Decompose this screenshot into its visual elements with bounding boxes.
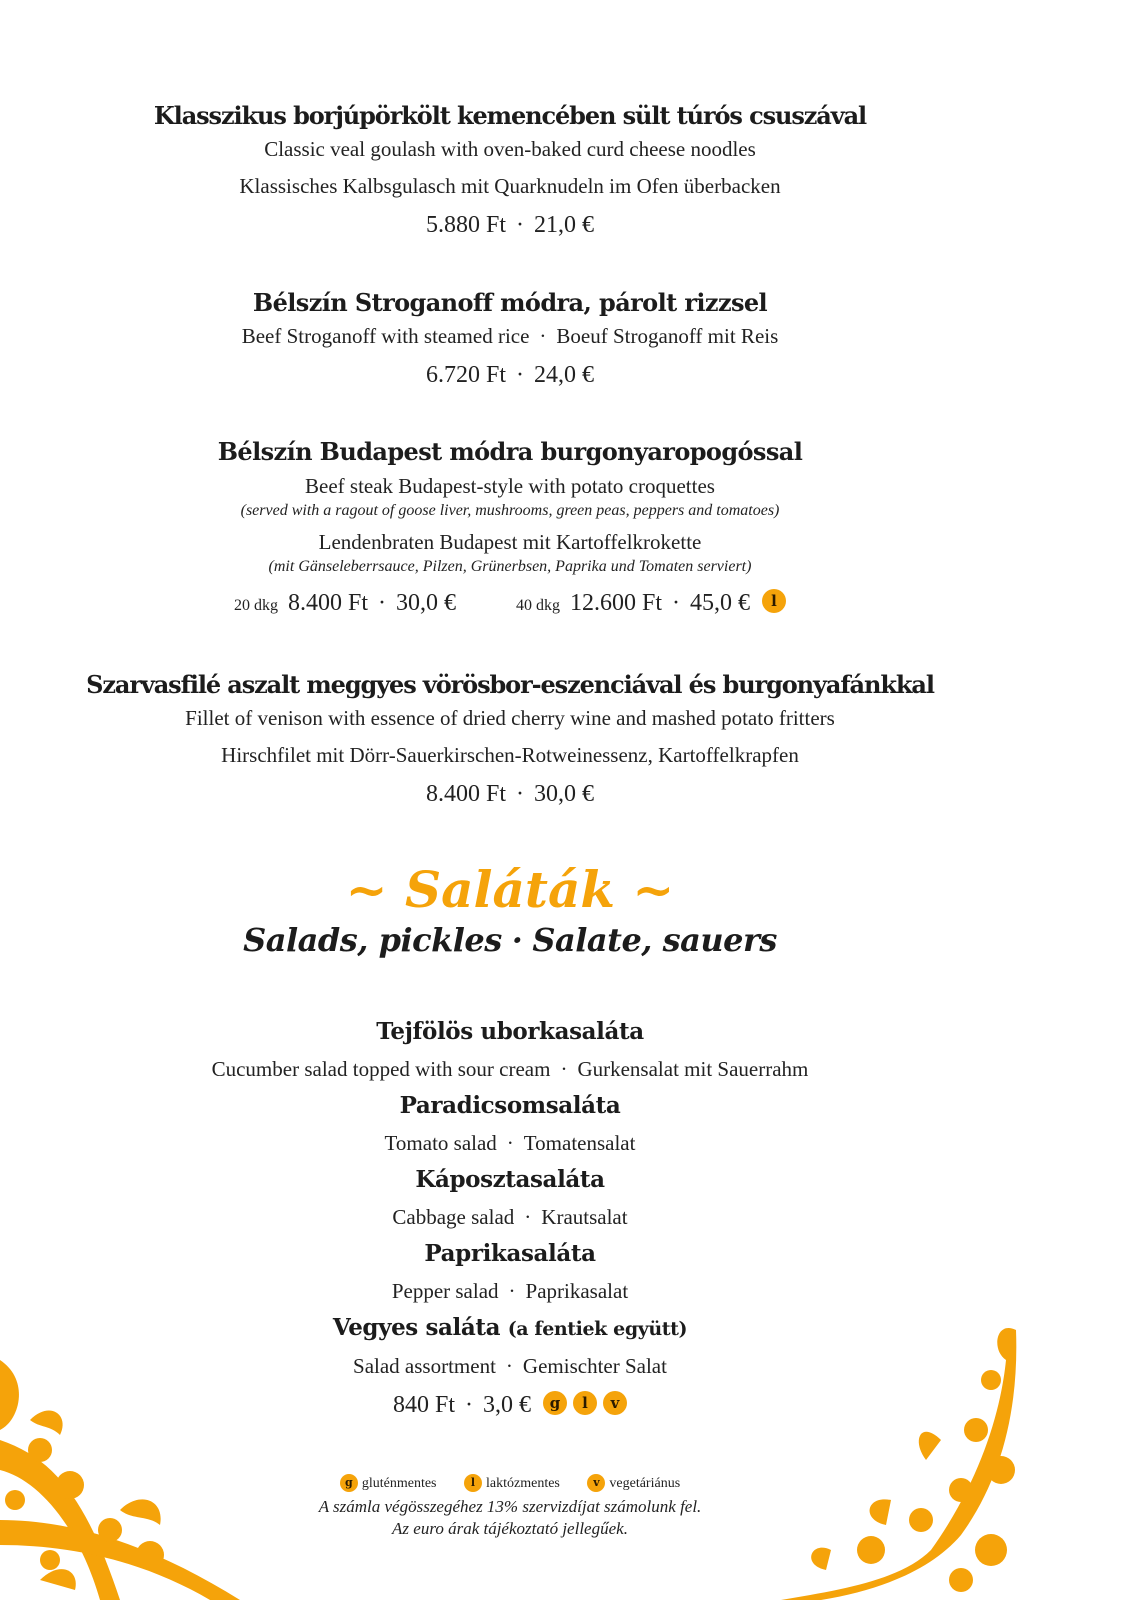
portion-size: 40 dkg: [516, 597, 560, 614]
legend-item-gluten-free: [340, 1476, 437, 1491]
salad-title: Káposztasaláta: [415, 1166, 605, 1193]
salad-english: Cucumber salad topped with sour cream: [211, 1057, 551, 1081]
dish-german: Hirschfilet mit Dörr-Sauerkirschen-Rotweinessenz, Kartoffelkrapfen: [221, 743, 799, 767]
price-huf: 6.720 Ft: [425, 362, 506, 388]
salad-german: Gurkensalat mit Sauerrahm: [577, 1057, 809, 1081]
subtitle-english: Salads, pickles: [243, 921, 502, 959]
separator-dot: ·: [378, 590, 386, 616]
salad-german: Krautsalat: [541, 1205, 628, 1229]
salad-title: Paradicsomsaláta: [399, 1092, 621, 1119]
salad-title-note: (a fentiek együtt): [507, 1318, 688, 1340]
separator-dot: ·: [524, 1205, 532, 1229]
price-huf: 5.880 Ft: [425, 212, 506, 238]
salad-german: Tomatensalat: [523, 1131, 636, 1155]
gluten-free-badge-icon: g: [340, 1474, 358, 1492]
salad-translations: [0, 1272, 1020, 1310]
salad-title: Tejfölös uborkasaláta: [376, 1018, 644, 1045]
dish-veal-goulash: [0, 101, 1020, 245]
service-charge-note: A számla végösszegéhez 13% szervizdíjat számolunk fel.: [318, 1497, 702, 1516]
separator-dot: ·: [560, 1057, 568, 1081]
subtitle-german: Salate, sauers: [532, 921, 777, 959]
legend-label: gluténmentes: [361, 1476, 437, 1491]
price-eur: 21,0 €: [534, 212, 594, 238]
lactose-free-badge-icon: l: [762, 589, 786, 613]
dish-title: Bélszín Stroganoff módra, párolt rizzsel: [252, 288, 768, 317]
salad-translations: [0, 1198, 1020, 1236]
price-eur: 30,0 €: [396, 590, 456, 616]
salad-german: Paprikasalat: [525, 1279, 629, 1303]
separator-dot: ·: [511, 921, 523, 959]
dish-english: Beef Stroganoff with steamed rice: [241, 324, 530, 348]
price-eur: 45,0 €: [690, 590, 751, 616]
section-subtitle: [0, 920, 1020, 960]
salad-translations: [0, 1050, 1020, 1088]
dish-title: Klasszikus borjúpörkölt kemencében sült túrós csuszával: [153, 101, 867, 130]
legend-item-lactose-free: [464, 1476, 560, 1491]
price-eur: 24,0 €: [534, 362, 594, 388]
dish-german: Lendenbraten Budapest mit Kartoffelkrokette: [318, 530, 702, 554]
separator-dot: ·: [539, 324, 547, 348]
salad-english: Cabbage salad: [392, 1205, 515, 1229]
dish-portions: [0, 583, 1020, 626]
section-title: ~ Saláták ~: [345, 860, 675, 919]
gluten-free-badge-icon: g: [543, 1391, 567, 1415]
legend-label: vegetáriánus: [609, 1476, 681, 1491]
dish-translations: [0, 318, 1020, 355]
separator-dot: ·: [465, 1392, 473, 1418]
dish-title: Szarvasfilé aszalt meggyes vörösbor-eszenciával és burgonyafánkkal: [86, 670, 934, 699]
salad-english: Salad assortment: [353, 1354, 496, 1378]
dish-price: [0, 205, 1020, 245]
dish-english: Fillet of venison with essence of dried cherry wine and mashed potato fritters: [185, 706, 835, 730]
dish-german: Klassisches Kalbsgulasch mit Quarknudeln im Ofen überbacken: [239, 174, 781, 198]
dish-venison-fillet: [0, 670, 1020, 814]
salad-german: Gemischter Salat: [522, 1354, 667, 1378]
separator-dot: ·: [516, 362, 524, 388]
lactose-free-badge-icon: l: [464, 1474, 482, 1492]
salad-title: Paprikasaláta: [424, 1240, 596, 1267]
price-eur: 30,0 €: [534, 781, 594, 807]
dish-german-note: (mit Gänseleberrsauce, Pilzen, Grünerbsen, Paprika und Tomaten serviert): [268, 558, 752, 575]
separator-dot: ·: [516, 781, 524, 807]
dish-english: Classic veal goulash with oven-baked curd cheese noodles: [264, 137, 756, 161]
separator-dot: ·: [672, 590, 681, 616]
salads-section-header: [0, 860, 1020, 960]
price-huf: 8.400 Ft: [287, 590, 368, 616]
separator-dot: ·: [516, 212, 524, 238]
dish-beef-stroganoff: [0, 288, 1020, 395]
legend-label: laktózmentes: [486, 1476, 560, 1491]
dish-price: [0, 355, 1020, 395]
dish-english: Beef steak Budapest-style with potato croquettes: [305, 474, 715, 498]
price-huf: 8.400 Ft: [425, 781, 506, 807]
vegetarian-badge-icon: v: [603, 1391, 627, 1415]
lactose-free-badge-icon: l: [573, 1391, 597, 1415]
salad-english: Tomato salad: [384, 1131, 497, 1155]
euro-price-note: Az euro árak tájékoztató jellegűek.: [392, 1519, 628, 1538]
floral-ornament-right-icon: [761, 1320, 1021, 1600]
dish-beef-budapest: [0, 437, 1020, 626]
separator-dot: ·: [505, 1354, 513, 1378]
price-huf: 12.600 Ft: [570, 590, 663, 616]
salad-translations: [0, 1124, 1020, 1162]
price-huf: 840 Ft: [392, 1392, 455, 1418]
dish-english-note: (served with a ragout of goose liver, mushrooms, green peas, peppers and tomatoes): [240, 502, 780, 519]
vegetarian-badge-icon: v: [587, 1474, 605, 1492]
dish-price: [0, 774, 1020, 814]
separator-dot: ·: [506, 1131, 514, 1155]
separator-dot: ·: [508, 1279, 516, 1303]
portion-size: 20 dkg: [233, 597, 278, 614]
dish-title: Bélszín Budapest módra burgonyaropogóssal: [217, 437, 803, 466]
dish-german: Boeuf Stroganoff mit Reis: [556, 324, 779, 348]
salad-title-text: Vegyes saláta: [332, 1314, 501, 1341]
legend-item-vegetarian: [587, 1476, 680, 1491]
floral-ornament-left-icon: [0, 1320, 250, 1600]
salad-english: Pepper salad: [391, 1279, 499, 1303]
price-eur: 3,0 €: [483, 1392, 531, 1418]
